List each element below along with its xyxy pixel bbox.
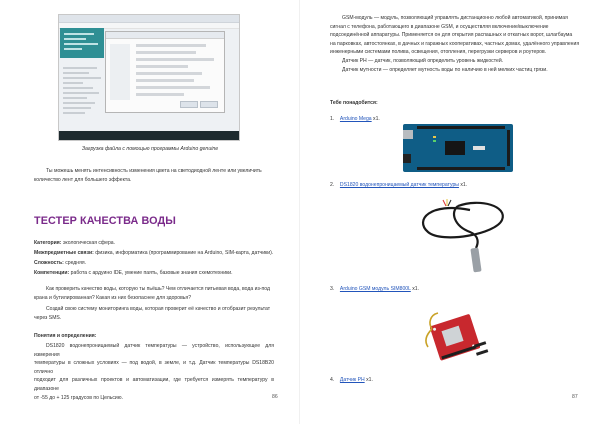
file-dialog [105, 31, 225, 113]
concepts-paragraph: DS1820 водонепроницаемый датчик температуры — устройство, использующее для измерения температуры в сложных условиях — под водой, в земле, и т.д. Датчик температуры DS18B20 отлично подходит для различных проектов и автоматизации, где требуется измерять температуру в диапазоне от -55 до + 125 градусов по Цельсию. [34, 343, 274, 401]
meta-links: Межпредметные связи: физика, информатика (программирование на Arduino, SIM-карта, датчики). [34, 250, 274, 256]
concepts-heading: Понятия и определения: [34, 333, 97, 339]
questions-paragraph: Как проверить качество воды, которую ты пьёшь? Чем отличается питьевая вода, вода из-под крана и бутилированная? Какая из них безопаснее для здоровья? [34, 286, 270, 301]
need-heading: Тебе понадобится: [330, 100, 378, 106]
item-link[interactable]: DS1820 водонепроницаемый датчик температуры [339, 182, 459, 188]
intro-paragraph: Ты можешь менять интенсивность изменения цвета на светодиодной ленте или увеличить количество лент для большего эффекта. [34, 168, 262, 183]
meta-difficulty: Сложность: средняя. [34, 260, 87, 266]
page-number-right: 87 [572, 394, 578, 400]
arduino-ide-screenshot [58, 14, 240, 141]
item-link[interactable]: Датчик PH [339, 377, 365, 383]
list-item: 1. Arduino Mega x1. [330, 116, 380, 122]
item-link[interactable]: Arduino Mega [339, 116, 372, 122]
meta-competencies: Компетенции: работа с ардуино IDE, умение паять, базовые знания схемотехники. [34, 270, 233, 276]
page-number-left: 86 [272, 394, 278, 400]
list-item: 2. DS1820 водонепроницаемый датчик температуры x1. [330, 182, 468, 188]
item-link[interactable]: Arduino GSM модуль SIM800L [339, 286, 411, 292]
gsm-paragraph: GSM-модуль — модуль, позволяющий управлять дистанционно любой автоматикой, принимая сигнал с телефона, работающего в диапазоне GSM, и осуществляя включение/выключение подсоединённой аппаратуры. Применяется он для открытия распашных и откатных ворот, шлагбаума на парковках, автостоянках, в дачных и гаражных кооперативах, частных домах, удалённого управления инженерными системами полива, освещения, отопления, перегрузки серверов и роутеров. Датчик PH — датчик, позволяющий определить уровень жидкостей. Датчик мутности — определяет мутность воды по наличию в ней мелких частиц грязи. [330, 15, 580, 73]
gsm-module-image [418, 307, 494, 367]
meta-category: Категория: экологическая сфера. [34, 240, 116, 246]
list-item: 4. Датчик PH x1. [330, 377, 373, 383]
arduino-mega-image [403, 124, 513, 172]
figure-caption: Загрузка файла с помощью программы Arduino genuine [81, 146, 219, 152]
list-item: 3. Arduino GSM модуль SIM800L x1. [330, 286, 419, 292]
section-title: ТЕСТЕР КАЧЕСТВА ВОДЫ [34, 215, 176, 227]
temperature-sensor-image [410, 196, 520, 278]
system-paragraph: Создай свою систему мониторинга воды, которая проверит её качество и отобразит результат через SMS. [34, 306, 271, 321]
